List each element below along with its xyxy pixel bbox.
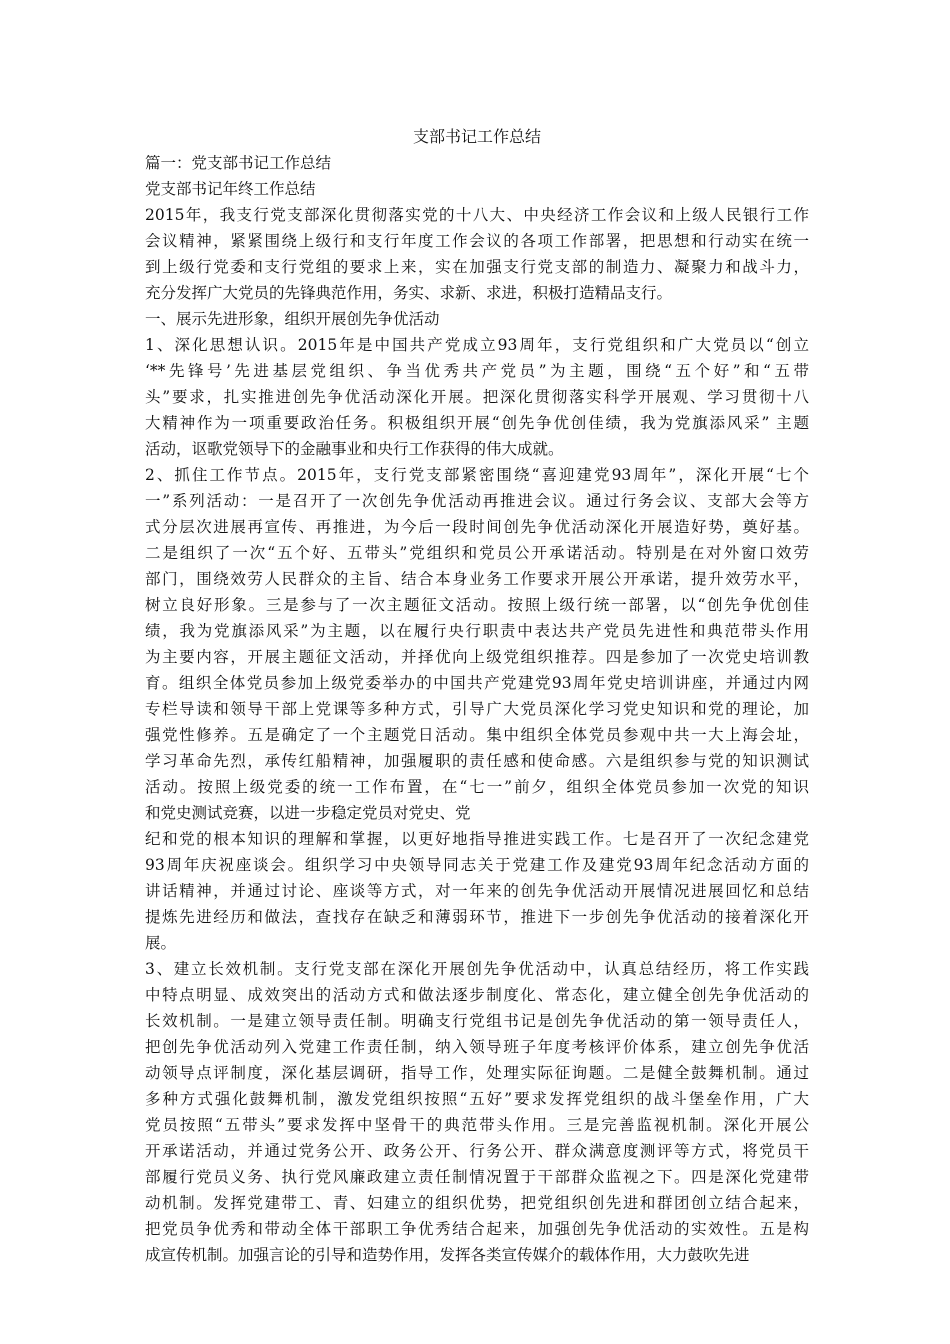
text-line: 党员按照“五带头”要求发挥中坚骨干的典范带头作用。三是完善监视机制。深化开展公 <box>145 1116 809 1134</box>
text-line: 长效机制。一是建立领导责任制。明确支行党组书记是创先争优活动的第一领导责任人， <box>145 1012 809 1030</box>
text-line: 到上级行党委和支行党组的要求上来，实在加强支行党支部的制造力、凝聚力和战斗力， <box>145 258 809 276</box>
text-line: 93周年庆祝座谈会。组织学习中央领导同志关于党建工作及建党93周年纪念活动方面的 <box>145 856 809 874</box>
text-line: 充分发挥广大党员的先锋典范作用，务实、求新、求进，积极打造精品支行。 <box>145 284 673 302</box>
text-line: 纪和党的根本知识的理解和掌握，以更好地指导推进实践工作。七是召开了一次纪念建党 <box>145 830 809 848</box>
text-line: 动领导点评制度，深化基层调研，指导工作，处理实际征询题。二是健全鼓舞机制。通过 <box>145 1064 809 1082</box>
text-line: 为主要内容，开展主题征文活动，并择优向上级党组织推荐。四是参加了一次党史培训教 <box>145 648 809 666</box>
text-line: 式分层次进展再宣传、再推进，为今后一段时间创先争优活动深化开展造好势，奠好基。 <box>145 518 809 536</box>
text-line: 3、建立长效机制。支行党支部在深化开展创先争优活动中，认真总结经历，将工作实践 <box>145 960 809 978</box>
text-line: 1、深化思想认识。2015年是中国共产党成立93周年，支行党组织和广大党员以“创立 <box>145 336 809 354</box>
text-line: 把创先争优活动列入党建工作责任制，纳入领导班子年度考核评价体系，建立创先争优活 <box>145 1038 809 1056</box>
text-line: 强党性修养。五是确定了一个主题党日活动。集中组织全体党员参观中共一大上海会址， <box>145 726 809 744</box>
document-body <box>145 150 809 1268</box>
text-line: 专栏导读和领导干部上党课等多种方式，引导广大党员深化学习党史知识和党的理论，加 <box>145 700 809 718</box>
text-line: 大精神作为一项重要政治任务。积极组织开展“创先争优创佳绩，我为党旗添风采” 主题 <box>145 414 809 432</box>
text-line: 头”要求，扎实推进创先争优活动深化开展。把深化贯彻落实科学开展观、学习贯彻十八 <box>145 388 809 406</box>
text-line: 和党史测试竞赛，以进一步稳定党员对党史、党 <box>145 804 471 822</box>
text-line: ‘**先锋号’先进基层党组织、争当优秀共产党员”为主题，围绕“五个好”和“五带 <box>145 362 809 380</box>
text-line: 活动，讴歌党领导下的金融事业和央行工作获得的伟大成就。 <box>145 440 564 458</box>
text-line: 党支部书记年终工作总结 <box>145 180 316 198</box>
text-line: 绩，我为党旗添风采”为主题，以在履行央行职责中表达共产党员先进性和典范带头作用 <box>145 622 809 640</box>
text-line: 育。组织全体党员参加上级党委举办的中国共产党建党93周年党史培训讲座，并通过内网 <box>145 674 809 692</box>
text-line: 二是组织了一次“五个好、五带头”党组织和党员公开承诺活动。特别是在对外窗口效劳 <box>145 544 809 562</box>
text-line: 中特点明显、成效突出的活动方式和做法逐步制度化、常态化，建立健全创先争优活动的 <box>145 986 809 1004</box>
text-line: 动机制。发挥党建带工、青、妇建立的组织优势，把党组织创先进和群团创立结合起来， <box>145 1194 809 1212</box>
text-line: 一、展示先进形象，组织开展创先争优活动 <box>145 310 440 328</box>
text-line: 部门，围绕效劳人民群众的主旨、结合本身业务工作要求开展公开承诺，提升效劳水平， <box>145 570 809 588</box>
document-title: 支部书记工作总结 <box>412 127 541 146</box>
text-line: 2、抓住工作节点。2015年，支行党支部紧密围绕“喜迎建党93周年”，深化开展“七个 <box>145 466 809 484</box>
text-line: 展。 <box>145 934 177 952</box>
text-line: 提炼先进经历和做法，查找存在缺乏和薄弱环节，推进下一步创先争优活动的接着深化开 <box>145 908 809 926</box>
text-line: 树立良好形象。三是参与了一次主题征文活动。按照上级行统一部署，以“创先争优创佳 <box>145 596 809 614</box>
text-line: 多种方式强化鼓舞机制，激发党组织按照“五好”要求发挥党组织的战斗堡垒作用，广大 <box>145 1090 809 1108</box>
text-line: 讲话精神，并通过讨论、座谈等方式，对一年来的创先争优活动开展情况进展回忆和总结 <box>145 882 809 900</box>
text-line: 2015年，我支行党支部深化贯彻落实党的十八大、中央经济工作会议和上级人民银行工作 <box>145 206 809 224</box>
text-line: 开承诺活动，并通过党务公开、政务公开、行务公开、群众满意度测评等方式，将党员干 <box>145 1142 809 1160</box>
text-line: 会议精神，紧紧围绕上级行和支行年度工作会议的各项工作部署，把思想和行动实在统一 <box>145 232 809 250</box>
text-line: 一”系列活动：一是召开了一次创先争优活动再推进会议。通过行务会议、支部大会等方 <box>145 492 809 510</box>
text-line: 篇一：党支部书记工作总结 <box>145 154 332 172</box>
text-line: 把党员争优秀和带动全体干部职工争优秀结合起来，加强创先争优活动的实效性。五是构 <box>145 1220 809 1238</box>
document-page <box>145 124 809 1268</box>
text-line: 活动。按照上级党委的统一工作布置，在“七一”前夕，组织全体党员参加一次党的知识 <box>145 778 809 796</box>
text-line: 部履行党员义务、执行党风廉政建立责任制情况置于干部群众监视之下。四是深化党建带 <box>145 1168 809 1186</box>
text-line: 成宣传机制。加强言论的引导和造势作用，发挥各类宣传媒介的载体作用，大力鼓吹先进 <box>145 1246 750 1264</box>
text-line: 学习革命先烈，承传红船精神，加强履职的责任感和使命感。六是组织参与党的知识测试 <box>145 752 809 770</box>
